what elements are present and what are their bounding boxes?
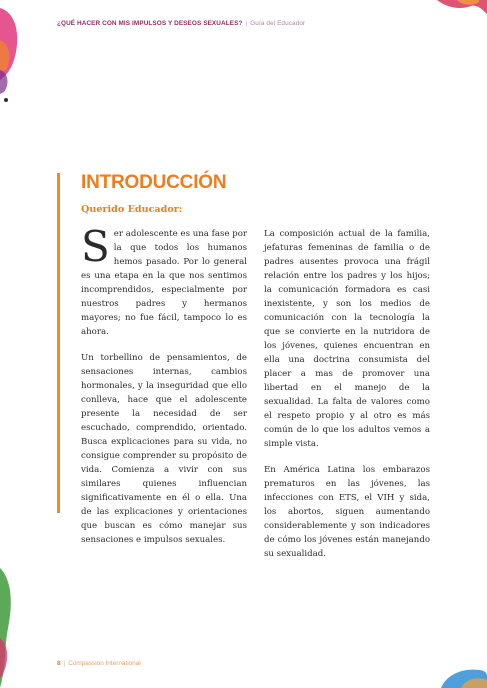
watercolor-decoration-top-left <box>0 0 40 110</box>
dropcap-letter: S <box>81 222 110 271</box>
right-column <box>264 227 430 573</box>
page-footer <box>57 660 141 667</box>
page-number: 8 <box>57 660 61 667</box>
section-title: INTRODUCCIÓN <box>81 172 227 193</box>
watercolor-decoration-bottom-left <box>0 568 24 688</box>
right-paragraph-1: La composición actual de la familia, jefaturas femeninas de familia o de padres ausentes provoca una frágil relación entre los padres y los hijos; la comunicación formadora es casi inexistente, y son los medios de comunicación con la tecnología la que se convierte en la nutridora de los jóvenes, quienes encuentran en ella una doctrina consumista del placer a mas de promover una libertad en el manejo de la sexualidad. La falta de valores como el respeto propio y al otro es más común de lo que los adultos vemos a simple vista. <box>264 229 430 449</box>
header-title: ¿QUÉ HACER CON MIS IMPULSOS Y DESEOS SEXUALES? <box>57 20 243 27</box>
section-accent-bar <box>57 173 60 513</box>
greeting: Querido Educador: <box>81 204 183 215</box>
left-paragraph-2: Un torbellino de pensamientos, de sensaciones internas, cambios hormonales, y la inseguridad que ello conlleva, hace que el adolescente presente la necesidad de ser escuchado, comprendido, orientado. Busca explicaciones para su vida, no consigue comprender su propósito de vida. Comienza a vivir con sus similares quienes influencian significativamente en él o ella. Una de las explicaciones y orientaciones que buscan es cómo manejar sus sensaciones e impulsos sexuales. <box>81 353 247 545</box>
header-separator: | <box>245 20 248 27</box>
running-header <box>57 20 305 27</box>
right-paragraph-2: En América Latina los embarazos prematuros en las jóvenes, las infecciones con ETS, el VIH y sida, los abortos, siguen aumentando considerablemente y son indicadores de cómo los jóvenes están manejando su sexualidad. <box>264 465 430 559</box>
left-paragraph-1-text: er adolescente es una fase por la que todos los humanos hemos pasado. Por lo general es una etapa en la que nos sentimos incomprendidos, especialmente por nuestros padres y hermanos mayores; no fue fácil, tampoco lo es ahora. <box>81 229 247 337</box>
watercolor-decoration-bottom-right <box>427 658 487 688</box>
left-column <box>81 222 247 559</box>
header-guide-label: Guía del Educador <box>250 20 306 27</box>
footer-separator: | <box>63 660 66 667</box>
left-paragraph-1 <box>81 222 247 339</box>
watercolor-decoration-top-right <box>427 0 487 20</box>
footer-organization: Compassion International <box>68 660 141 667</box>
